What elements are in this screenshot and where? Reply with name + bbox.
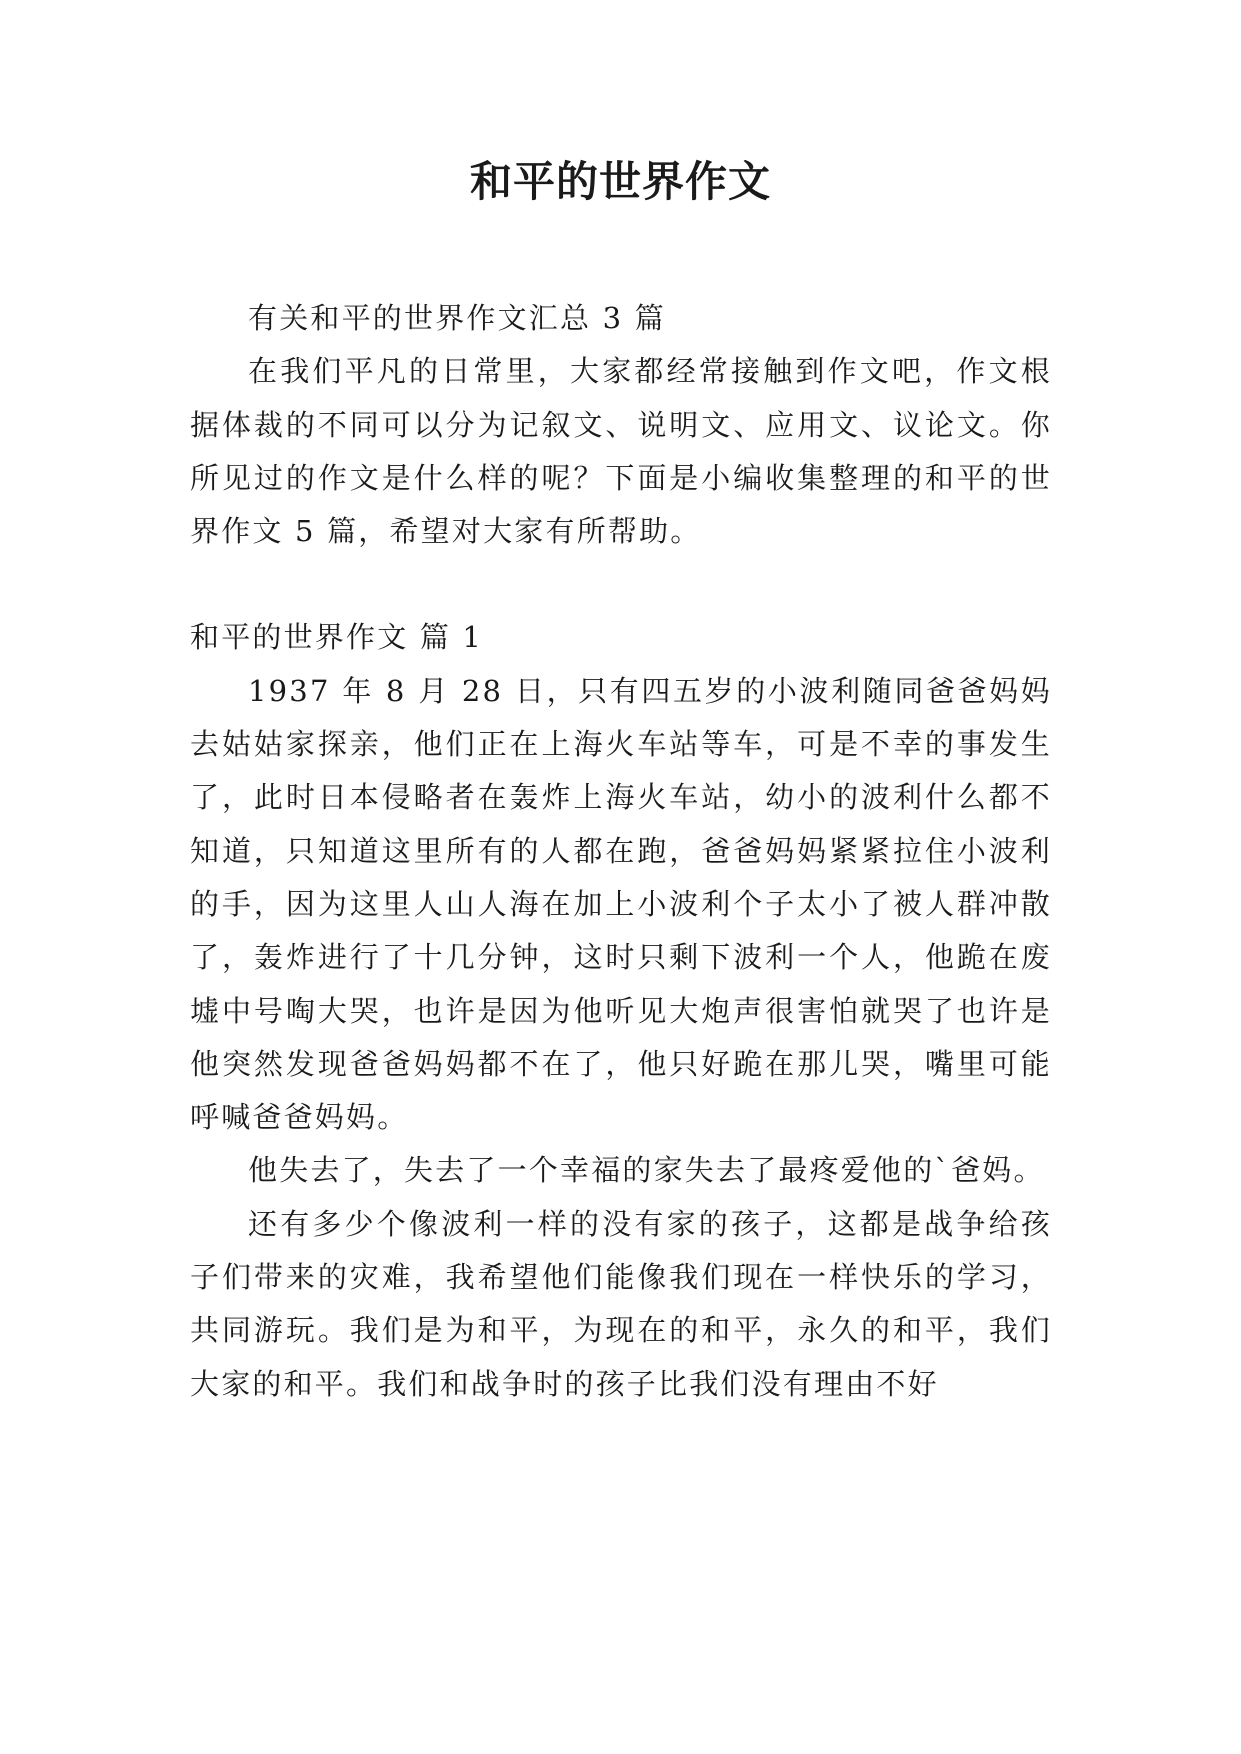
body-paragraph-3: 还有多少个像波利一样的没有家的孩子，这都是战争给孩子们带来的灾难，我希望他们能像我们现在一样快乐的学习，共同游玩。我们是为和平，为现在的和平，永久的和平，我们大家的和平。我们和战争时的孩子比我们没有理由不好: [190, 1206, 1052, 1401]
body-paragraph-1: 1937 年 8 月 28 日，只有四五岁的小波利随同爸爸妈妈去姑姑家探亲，他们正在上海火车站等车，可是不幸的事发生了，此时日本侵略者在轰炸上海火车站，幼小的波利什么都不知道，只知道这里所有的人都在跑，爸爸妈妈紧紧拉住小波利的手，因为这里人山人海在加上小波利个子太小了被人群冲散了，轰炸进行了十几分钟，这时只剩下波利一个人，他跪在废墟中号啕大哭，也许是因为他听见大炮声很害怕就哭了也许是他突然发现爸爸妈妈都不在了，他只好跪在那儿哭，嘴里可能呼喊爸爸妈妈。: [190, 673, 1052, 1135]
intro-heading: 有关和平的世界作文汇总 3 篇: [248, 301, 666, 335]
section-spacer: [190, 558, 1052, 611]
intro-paragraph: 在我们平凡的日常里，大家都经常接触到作文吧，作文根据体裁的不同可以分为记叙文、说明文、应用文、议论文。你所见过的作文是什么样的呢？下面是小编收集整理的和平的世界作文 5 篇，希望对大家有所帮助。: [190, 354, 1052, 549]
document-title: 和平的世界作文: [469, 157, 771, 206]
document-body: [190, 292, 1052, 1411]
section-heading: 和平的世界作文 篇 1: [190, 620, 484, 655]
body-paragraph-2: 他失去了，失去了一个幸福的家失去了最疼爱他的`爸妈。: [248, 1153, 1045, 1188]
